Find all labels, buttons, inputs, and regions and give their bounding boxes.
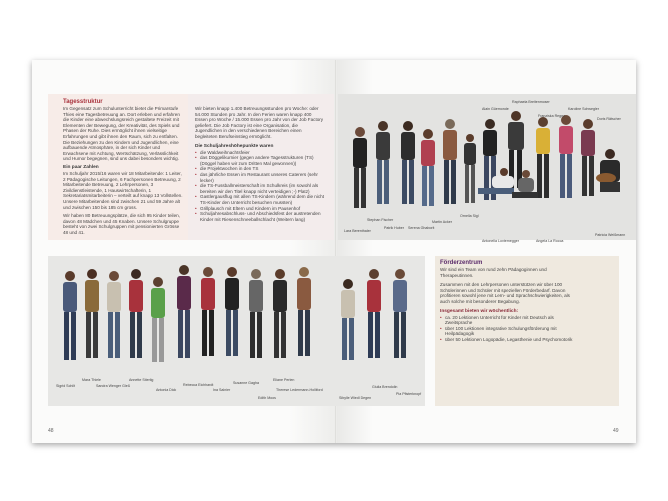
caption-name: Martin Acker <box>432 220 452 224</box>
caption-name: Susanne Gagha <box>233 381 259 385</box>
caption-name: Raphaela Breitenmoser <box>512 100 550 104</box>
caption-name: Ornella Sigl <box>460 214 479 218</box>
caption-name: Lara Berenthaler <box>344 229 371 233</box>
foerderzentrum-intro: Wir sind ein Team von rund zehn Pädagoginnen und Therapeutinnen. <box>440 267 547 278</box>
caption-name: Giulia Brendolin <box>372 385 398 389</box>
section-title-tagesstruktur: Tagesstruktur <box>63 99 103 105</box>
list-item: • die TS-Fussballmeisterschaft im Schulkreis (im sowohl als bereiten wir den Titel knapp nicht verteidigen ;-) Platz) <box>200 183 325 194</box>
list-item: • über 50 Lektionen Logopädie, Legasthenie und Psychomotorik <box>445 337 580 343</box>
hours-paragraph: Wir bieten knapp 1.400 Betreuungsstunden pro Woche: oder 54.000 Stunden pro Jahr. In den Ferien waren knapp 400 Essen pro Woche / 15.000 Essen pro Jahr von der Job Factory geliefert. Die Job Factory ist eine Organisation, die Jugendlichen in den verschiedenen Bereichen einen begleiteten Berufseinstieg ermöglicht. <box>195 106 324 139</box>
list-item: • das Döggelikurnier (gegen andere Tagesstrukturen (TS) (Döggel haben wir zum Dritten Mal gewonnen)) <box>200 155 325 166</box>
list-item: • über 100 Lektionen integrative Schulungsförderung mit Heilpädagogik <box>445 326 580 337</box>
caption-name: Pia Pfisterknopf <box>396 392 422 396</box>
list-item: • Grillplausch mit Eltern und Kindern im Pausenhof <box>200 206 325 212</box>
caption-name: Angela La Rocca <box>536 239 564 243</box>
caption-name: Rebecca Eichhardt <box>183 383 214 387</box>
caption-name: Alain Güemonde <box>482 107 509 111</box>
caption-name: Eliane Perlen <box>273 378 295 382</box>
staff-facts-paragraph: Im Schuljahr 2015/16 waren wir 18 Mitarbeitende: 1 Leiter, 2 Pädagogische Leitungen, 6 Fachpersonen Betreuung, 2 Mitarbeitende Betreuung, 2 Lehrpersonen, 3 Zivildienstleistende, 1 Hauswirtschafterin, 1 Sekretariatsmitarbeiterin – verteilt auf knapp 13 Vollstellen. Unsere Mitarbeitenden sind zwischen 21 und 59 Jahre alt und zwischen 150 bis 185 cm gross. <box>63 170 183 210</box>
caption-name: Antonia Dick <box>156 388 177 392</box>
caption-name: Annette Stierlig <box>129 378 154 382</box>
list-item: • ca. 20 Lektionen Unterricht für Kinder mit Deutsch als Zweitsprache <box>445 315 580 326</box>
weekly-list <box>440 315 580 343</box>
page-number-right: 49 <box>613 428 619 434</box>
caption-name: Sandra Wenger Gleß <box>96 384 130 388</box>
caption-name: Doris Rätscher <box>597 117 621 121</box>
list-item: • die Projektwochen in den TS <box>200 166 325 172</box>
caption-name: Sibylle Wiedl Degen <box>339 396 372 400</box>
caption-name: Patrik Huber <box>384 226 404 230</box>
caption-name: Karoline Schwegler <box>568 107 599 111</box>
caption-name: Mara Thiele <box>82 378 101 382</box>
weekly-title: Insgesamt bieten wir wöchentlich: <box>440 308 519 314</box>
kids-facts-paragraph: Wir haben 80 Betreuungsplätze, die sich 95 Kinder teilen, davon 48 Mädchen und 45 Knaben. Unsere Schulgruppe besteht von zwei Schulgruppen mit pensionierten Grösse 48 und 41. <box>63 213 180 235</box>
intro-paragraph: Im Gegensatz zum Schulunterricht bietet die Primarstufe Thies eine Tagesbetreuung an. Dort erleben und erfahren die Kinder eine abwechslungsreich gestaltete Freizeit mit Elementen der Bewegung, der Kreativität, des Spiels und Phasen der Ruhe. Dies ermöglicht ihnen vielseitige Erfahrungen und gibt ihnen den Raum, sich zu entfalten. Die Beziehungen zu den Kindern und Jugendlichen, eine aufbauende Atmosphäre, in der sich Kinder und Erwachsene mit Achtung, Wertschätzung, Verlässlichkeit und Humor begegnen, sind uns dabei besonders wichtig. <box>63 106 180 162</box>
list-item: • die Waldweihnachtsfeier <box>200 150 325 156</box>
highlights-list <box>195 150 325 223</box>
caption-name: Therese Ledermann-Holliford <box>276 388 323 392</box>
caption-name: Serena Ghaborit <box>408 226 435 230</box>
list-item: • das jährliche Essen im Restaurant unseres Caterers (sehr lecker) <box>200 172 325 183</box>
caption-name: Franziska Regez <box>538 114 565 118</box>
caption-name: Sigrid Schilt <box>56 384 75 388</box>
list-item: • Schuljahresabschluss- und Abschiedsfest der austretenden Kinder mit Riesenschneeballschlacht (Weitern lang) <box>200 211 325 222</box>
tagesstruktur-col1 <box>63 98 185 235</box>
section-title-foerderzentrum: Förderzentrum <box>440 260 483 266</box>
highlights-title: Die Schuljahreshöhepunkte waren <box>195 143 274 149</box>
caption-name: Ina Salnier <box>213 388 231 392</box>
foerderzentrum-text <box>440 259 580 343</box>
caption-name: Patricia Weißmann <box>595 233 626 237</box>
facts-title: Ein paar Zahlen <box>63 164 99 170</box>
caption-name: Antonella Loxtemegger <box>482 239 519 243</box>
tagesstruktur-col2 <box>195 106 325 222</box>
caption-name: Edith Moos <box>258 396 276 400</box>
foerderzentrum-paragraph: Zusammen mit den Lehrpersonen unterstützen wir über 100 Schülerinnen und Schüler mit speziellen Förderbedarf. Davon profitieren sowohl jene mit Lern- und Sprachschwierigkeiten, als auch solche mit besonderer Begabung. <box>440 282 570 304</box>
page-number-left: 48 <box>48 428 54 434</box>
caption-name: Stephan Fischer <box>367 218 394 222</box>
list-item: • Gastlergausflug mit allen TS-Kindern (während dem die nicht TS-Kinder den Unterricht besuchen mussten) <box>200 194 325 205</box>
